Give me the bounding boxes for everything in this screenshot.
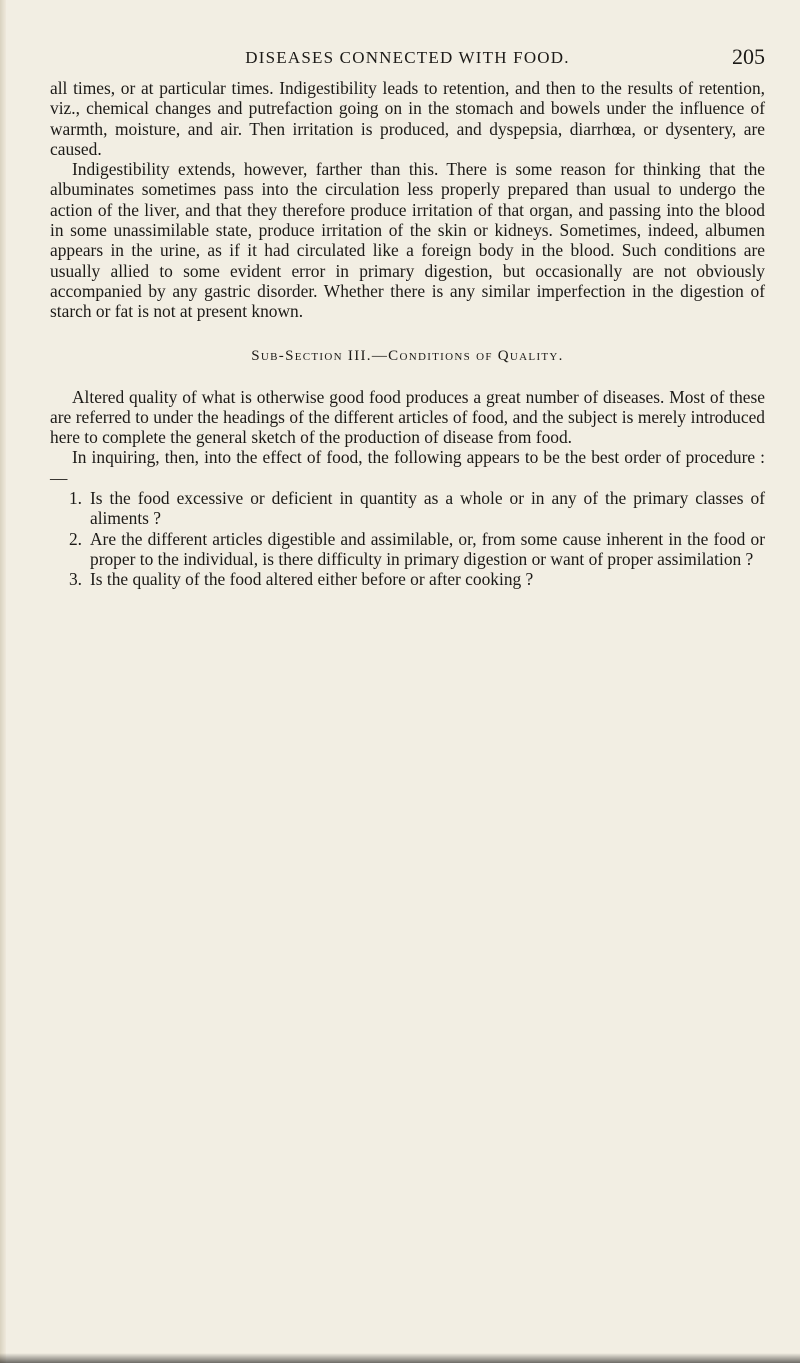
page-binding-edge: [0, 0, 6, 1363]
paragraph-continued: all times, or at particular times. Indigestibility leads to retention, and then to the results of retention, viz., chemical changes and putrefaction going on in the stomach and bowels under the influence of warmth, moisture, and air. Then irritation is produced, and dyspepsia, diarrhœa, or dysentery, are caused.: [50, 78, 765, 159]
list-item-text: Are the different articles digestible and assimilable, or, from some cause inherent in the food or proper to the individual, is there difficulty in primary digestion or want of proper assimilation ?: [90, 528, 765, 569]
page-bottom-shadow: [0, 1353, 800, 1363]
running-head: [50, 42, 765, 78]
book-page: [50, 42, 765, 590]
running-title: DISEASES CONNECTED WITH FOOD.: [245, 48, 570, 67]
list-item-number: 2.: [68, 528, 82, 549]
subsection-heading: Sub-Section III.—Conditions of Quality.: [251, 347, 564, 364]
paragraph-procedure: In inquiring, then, into the effect of food, the following appears to be the best order of procedure :—: [50, 447, 765, 488]
question-list: [50, 488, 765, 589]
paragraph-indigestibility: Indigestibility extends, however, farther than this. There is some reason for thinking that the albuminates sometimes pass into the circulation less properly prepared than usual to undergo the action of the liver, and that they therefore produce irritation of that organ, and passing into the blood in some unassimilable state, produce irritation of the skin or kidneys. Sometimes, indeed, albumen appears in the urine, as if it had circulated like a foreign body in the blood. Such conditions are usually allied to some evident error in primary digestion, but occasionally are not obviously accompanied by any gastric disorder. Whether there is any similar imperfection in the digestion of starch or fat is not at present known.: [50, 159, 765, 322]
list-item: [50, 569, 765, 589]
paragraph-altered-quality: Altered quality of what is otherwise good food produces a great number of diseases. Most of these are referred to under the headings of the different articles of food, and the subject is merely introduced here to complete the general sketch of the production of disease from food.: [50, 386, 765, 448]
list-item-number: 3.: [68, 569, 82, 590]
list-item-number: 1.: [68, 488, 82, 509]
list-item-text: Is the quality of the food altered either before or after cooking ?: [90, 569, 534, 590]
list-item-text: Is the food excessive or deficient in quantity as a whole or in any of the primary classes of aliments ?: [90, 488, 765, 529]
page-number: 205: [732, 44, 765, 69]
list-item: [50, 488, 765, 529]
list-item: [50, 529, 765, 570]
